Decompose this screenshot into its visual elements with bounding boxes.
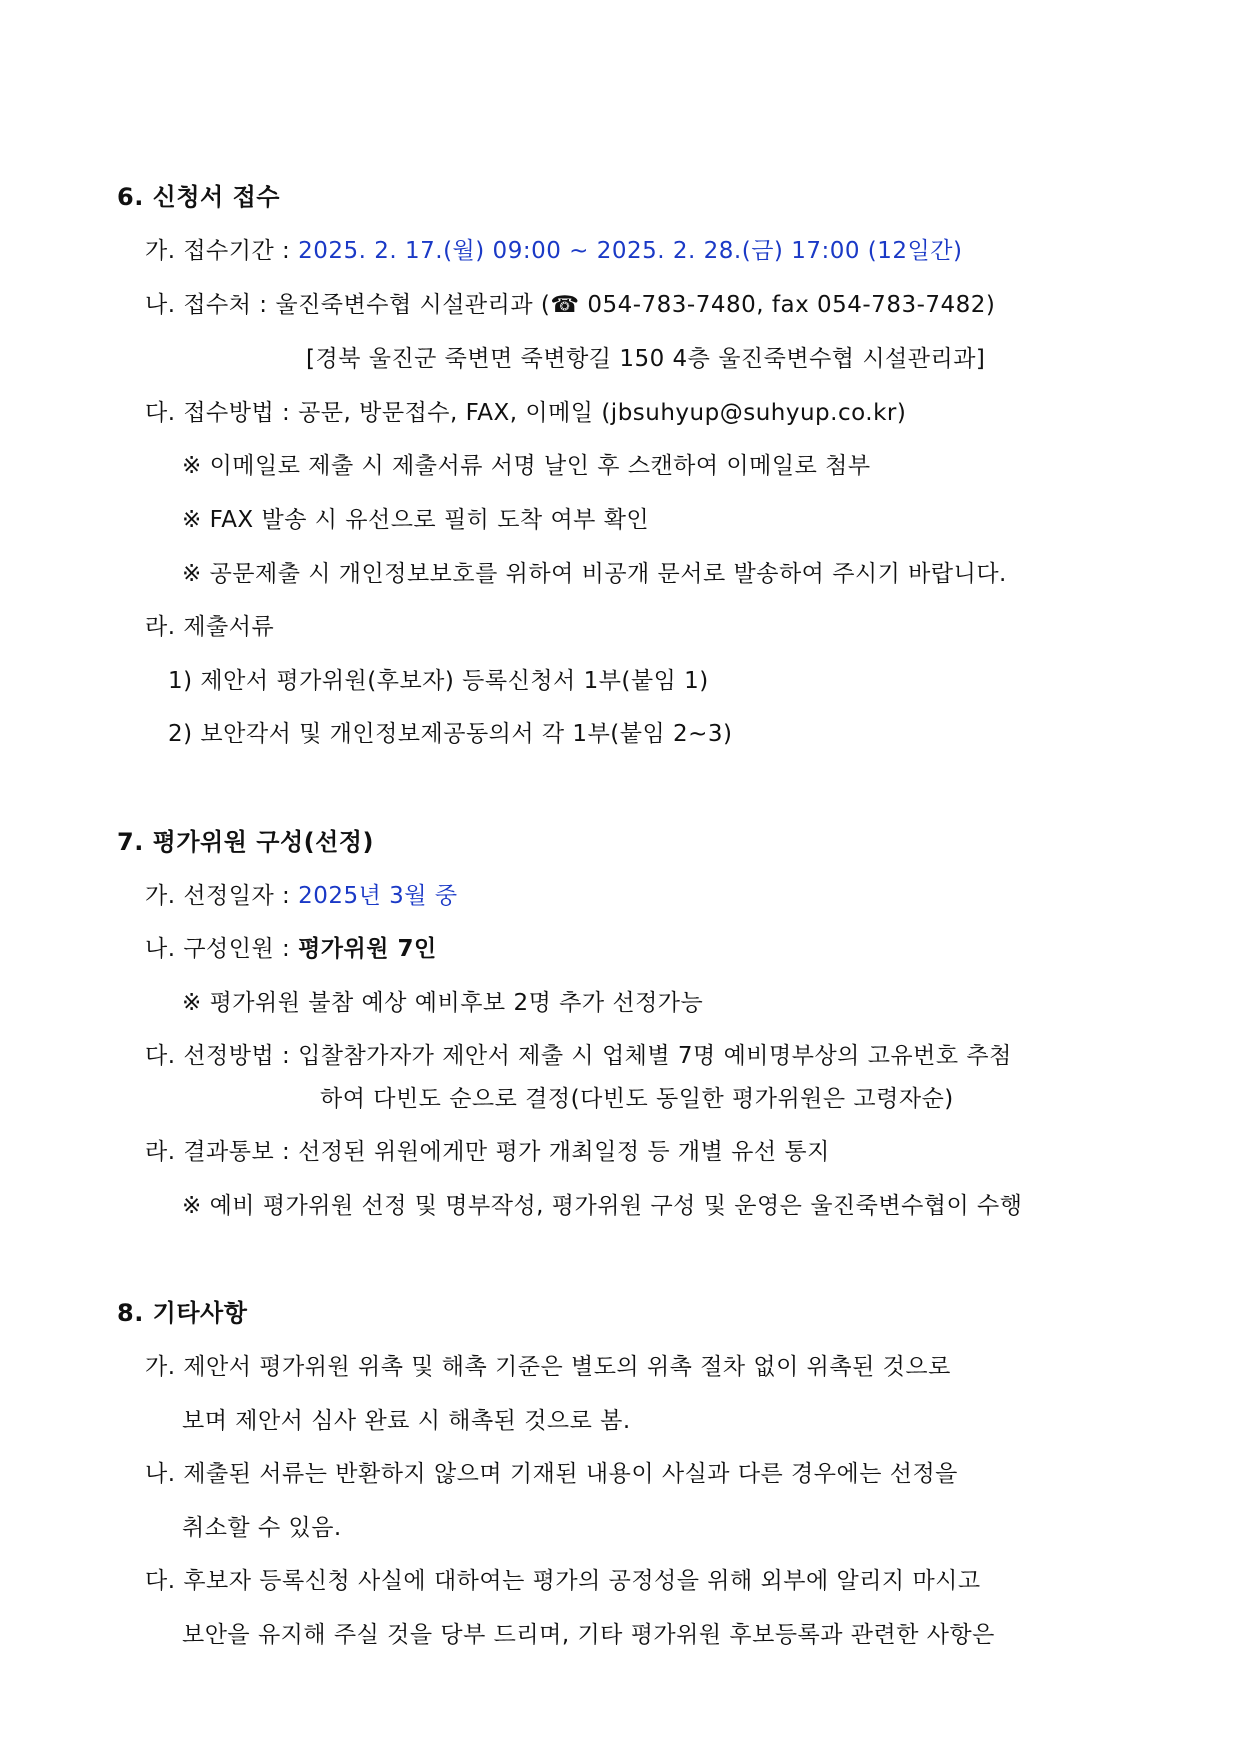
s8-item-da-line-2: 보안을 유지해 주실 것을 당부 드리며, 기타 평가위원 후보등록과 관련한 사항은 — [182, 1622, 995, 1648]
s7-members-value: 평가위원 7인 — [298, 936, 437, 962]
s6-document-1: 1) 제안서 평가위원(후보자) 등록신청서 1부(붙임 1) — [168, 668, 709, 694]
s6-office-address: [경북 울진군 죽변면 죽변항길 150 4층 울진죽변수협 시설관리과] — [306, 346, 986, 372]
s8-item-ga-line-1: 가. 제안서 평가위원 위촉 및 해촉 기준은 별도의 위촉 절차 없이 위촉된 것으로 — [145, 1354, 951, 1380]
section-6-heading: 6. 신청서 접수 — [117, 183, 280, 211]
s7-note-reserve: ※ 평가위원 불참 예상 예비후보 2명 추가 선정가능 — [182, 990, 704, 1016]
s6-note-email: ※ 이메일로 제출 시 제출서류 서명 날인 후 스캔하여 이메일로 첨부 — [182, 453, 871, 479]
s7-members-label: 나. 구성인원 : — [145, 936, 299, 962]
s7-date-label: 가. 선정일자 : — [145, 883, 299, 909]
s8-item-na-line-2: 취소할 수 있음. — [182, 1515, 342, 1541]
s6-period-line — [145, 236, 962, 266]
s7-method-line-1: 다. 선정방법 : 입찰참가자가 제안서 제출 시 업체별 7명 예비명부상의 고유번호 추첨 — [145, 1043, 1012, 1069]
s6-period-label: 가. 접수기간 : — [145, 238, 299, 264]
s7-notification: 라. 결과통보 : 선정된 위원에게만 평가 개최일정 등 개별 유선 통지 — [145, 1139, 830, 1165]
s6-note-fax: ※ FAX 발송 시 유선으로 필히 도착 여부 확인 — [182, 507, 650, 533]
s8-item-ga-line-2: 보며 제안서 심사 완료 시 해촉된 것으로 봄. — [182, 1408, 631, 1434]
s8-item-da-line-1: 다. 후보자 등록신청 사실에 대하여는 평가의 공정성을 위해 외부에 알리지 마시고 — [145, 1568, 981, 1594]
s7-date-line — [145, 881, 458, 911]
s7-members-line — [145, 934, 437, 964]
s8-item-na-line-1: 나. 제출된 서류는 반환하지 않으며 기재된 내용이 사실과 다른 경우에는 선정을 — [145, 1461, 958, 1487]
s6-note-official: ※ 공문제출 시 개인정보보호를 위하여 비공개 문서로 발송하여 주시기 바랍니다. — [182, 561, 1007, 587]
s6-documents-heading: 라. 제출서류 — [145, 614, 275, 640]
s6-period-value: 2025. 2. 17.(월) 09:00 ~ 2025. 2. 28.(금) 17:00 (12일간) — [298, 238, 963, 264]
s6-document-2: 2) 보안각서 및 개인정보제공동의서 각 1부(붙임 2~3) — [168, 721, 733, 747]
s6-method: 다. 접수방법 : 공문, 방문접수, FAX, 이메일 (jbsuhyup@suhyup.co.kr) — [145, 400, 907, 426]
s7-note-operation: ※ 예비 평가위원 선정 및 명부작성, 평가위원 구성 및 운영은 울진죽변수협이 수행 — [182, 1193, 1023, 1219]
s6-office: 나. 접수처 : 울진죽변수협 시설관리과 (☎ 054-783-7480, fax 054-783-7482) — [145, 292, 996, 318]
s7-method-line-2: 하여 다빈도 순으로 결정(다빈도 동일한 평가위원은 고령자순) — [320, 1086, 954, 1112]
s7-date-value: 2025년 3월 중 — [298, 883, 458, 909]
section-7-heading: 7. 평가위원 구성(선정) — [117, 828, 374, 856]
section-8-heading: 8. 기타사항 — [117, 1299, 248, 1327]
